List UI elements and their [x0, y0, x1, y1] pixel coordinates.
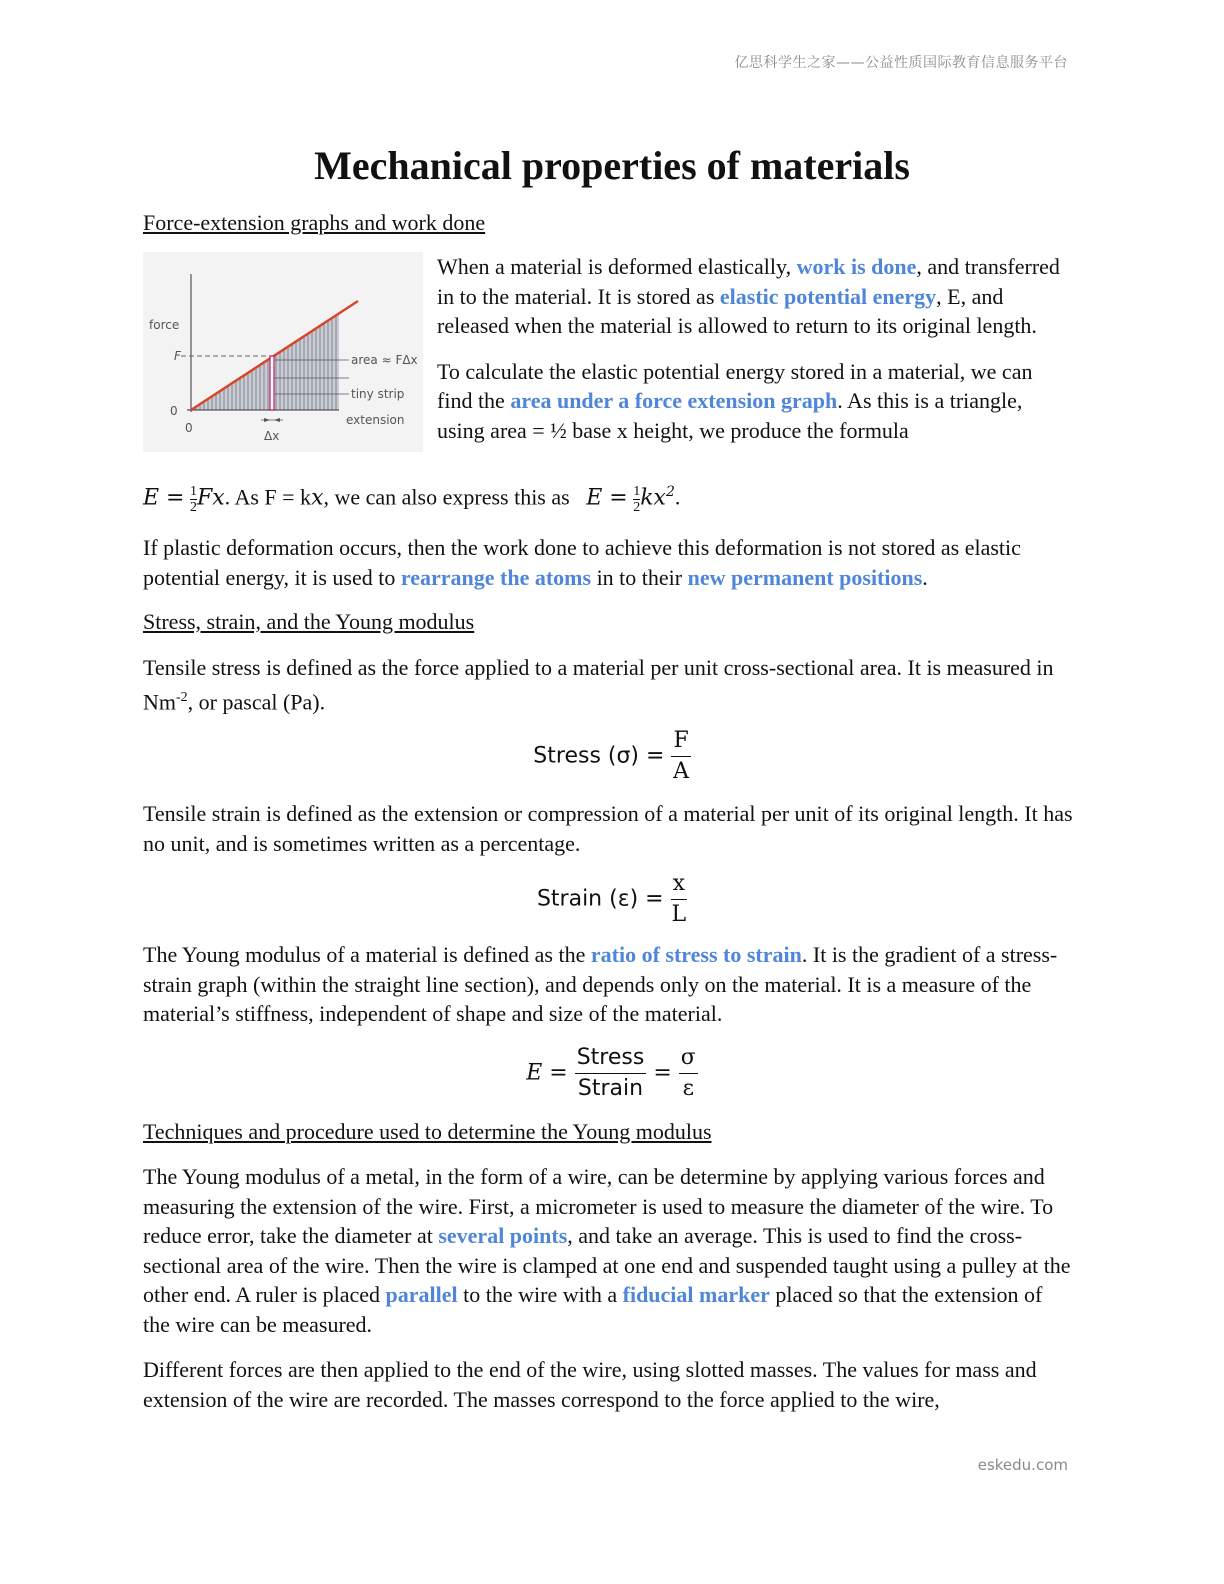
- graph-dx-label: Δx: [264, 429, 280, 443]
- equation-young-modulus: E = $\frac{\text{Stress}}{\text{Strain}}$ = $\frac{\sigma}{\varepsilon}$: [526, 1045, 696, 1101]
- force-extension-graph-svg: [143, 252, 423, 452]
- graph-area-label: area ≈ FΔx: [351, 353, 418, 367]
- graph-strip-label: tiny strip: [351, 387, 405, 401]
- equation-strain: Strain (ε) = $\frac{x}{L}$: [536, 871, 687, 927]
- force-extension-graph: [143, 252, 423, 452]
- paragraph-elastic-work: When a material is deformed elastically, work is done, and transferred in to the material. It is stored as elastic potential energy, E, and released when the material is allowed to return to its original length.: [437, 254, 1060, 338]
- paragraph-plastic-deformation: If plastic deformation occurs, then the work done to achieve this deformation is not stored as elastic potential energy, it is used to rearrange the atoms in to their new permanent positions.: [143, 535, 1021, 590]
- section-heading-stress-strain: Stress, strain, and the Young modulus: [143, 609, 475, 634]
- graph-f-label: F: [174, 349, 181, 363]
- graph-zero-x: 0: [185, 421, 193, 435]
- paragraph-young-modulus-procedure: The Young modulus of a metal, in the form of a wire, can be determine by applying various forces and measuring the extension of the wire. First, a micrometer is used to measure the diameter of the wire. To reduce error, take the diameter at several points, and take an average. This is used to find the cross-sectional area of the wire. Then the wire is clamped at one end and suspended taught using a pulley at the other end. A ruler is placed parallel to the wire with a fiducial marker placed so that the extension of the wire can be measured.: [143, 1164, 1071, 1337]
- section-heading-force-extension: Force-extension graphs and work done: [143, 210, 486, 235]
- graph-x-label: extension: [346, 413, 405, 427]
- page-title: Mechanical properties of materials: [314, 143, 910, 188]
- paragraph-tensile-strain: Tensile strain is defined as the extension or compression of a material per unit of its original length. It has no unit, and is sometimes written as a percentage.: [143, 801, 1073, 856]
- paragraph-tensile-stress: Tensile stress is defined as the force applied to a material per unit cross-sectional area. It is measured in $Nm^{-2}$, or pascal (Pa).: [143, 655, 1054, 714]
- equation-stress: Stress (σ) = $\frac{F}{A}$: [533, 728, 690, 784]
- paragraph-young-modulus: The Young modulus of a material is defined as the ratio of stress to strain. It is the gradient of a stress-strain graph (within the straight line section), and depends only on the material. It is a measure of the material’s stiffness, independent of shape and size of the material.: [143, 942, 1058, 1026]
- page-header-watermark: 亿思科学生之家——公益性质国际教育信息服务平台: [734, 55, 1068, 71]
- formula-line-elastic-energy: E = $\frac{1}{2}$ Fx. As F = kx, we can also express this as E = $\frac{1}{2}$ $kx^2$.: [143, 483, 681, 515]
- page-footer-site: eskedu.com: [977, 1456, 1068, 1474]
- graph-y-label: force: [149, 318, 180, 332]
- paragraph-area-under-graph: To calculate the elastic potential energy stored in a material, we can find the area under a force extension graph. As this is a triangle, using area = ½ base x height, we produce the formula: [437, 358, 1033, 443]
- section-heading-techniques: Techniques and procedure used to determine the Young modulus: [143, 1119, 712, 1144]
- tiny-strip: [270, 356, 274, 410]
- graph-zero-y: 0: [170, 404, 178, 418]
- paragraph-slotted-masses: Different forces are then applied to the end of the wire, using slotted masses. The values for mass and extension of the wire are recorded. The masses correspond to the force applied to the wire,: [143, 1357, 1037, 1412]
